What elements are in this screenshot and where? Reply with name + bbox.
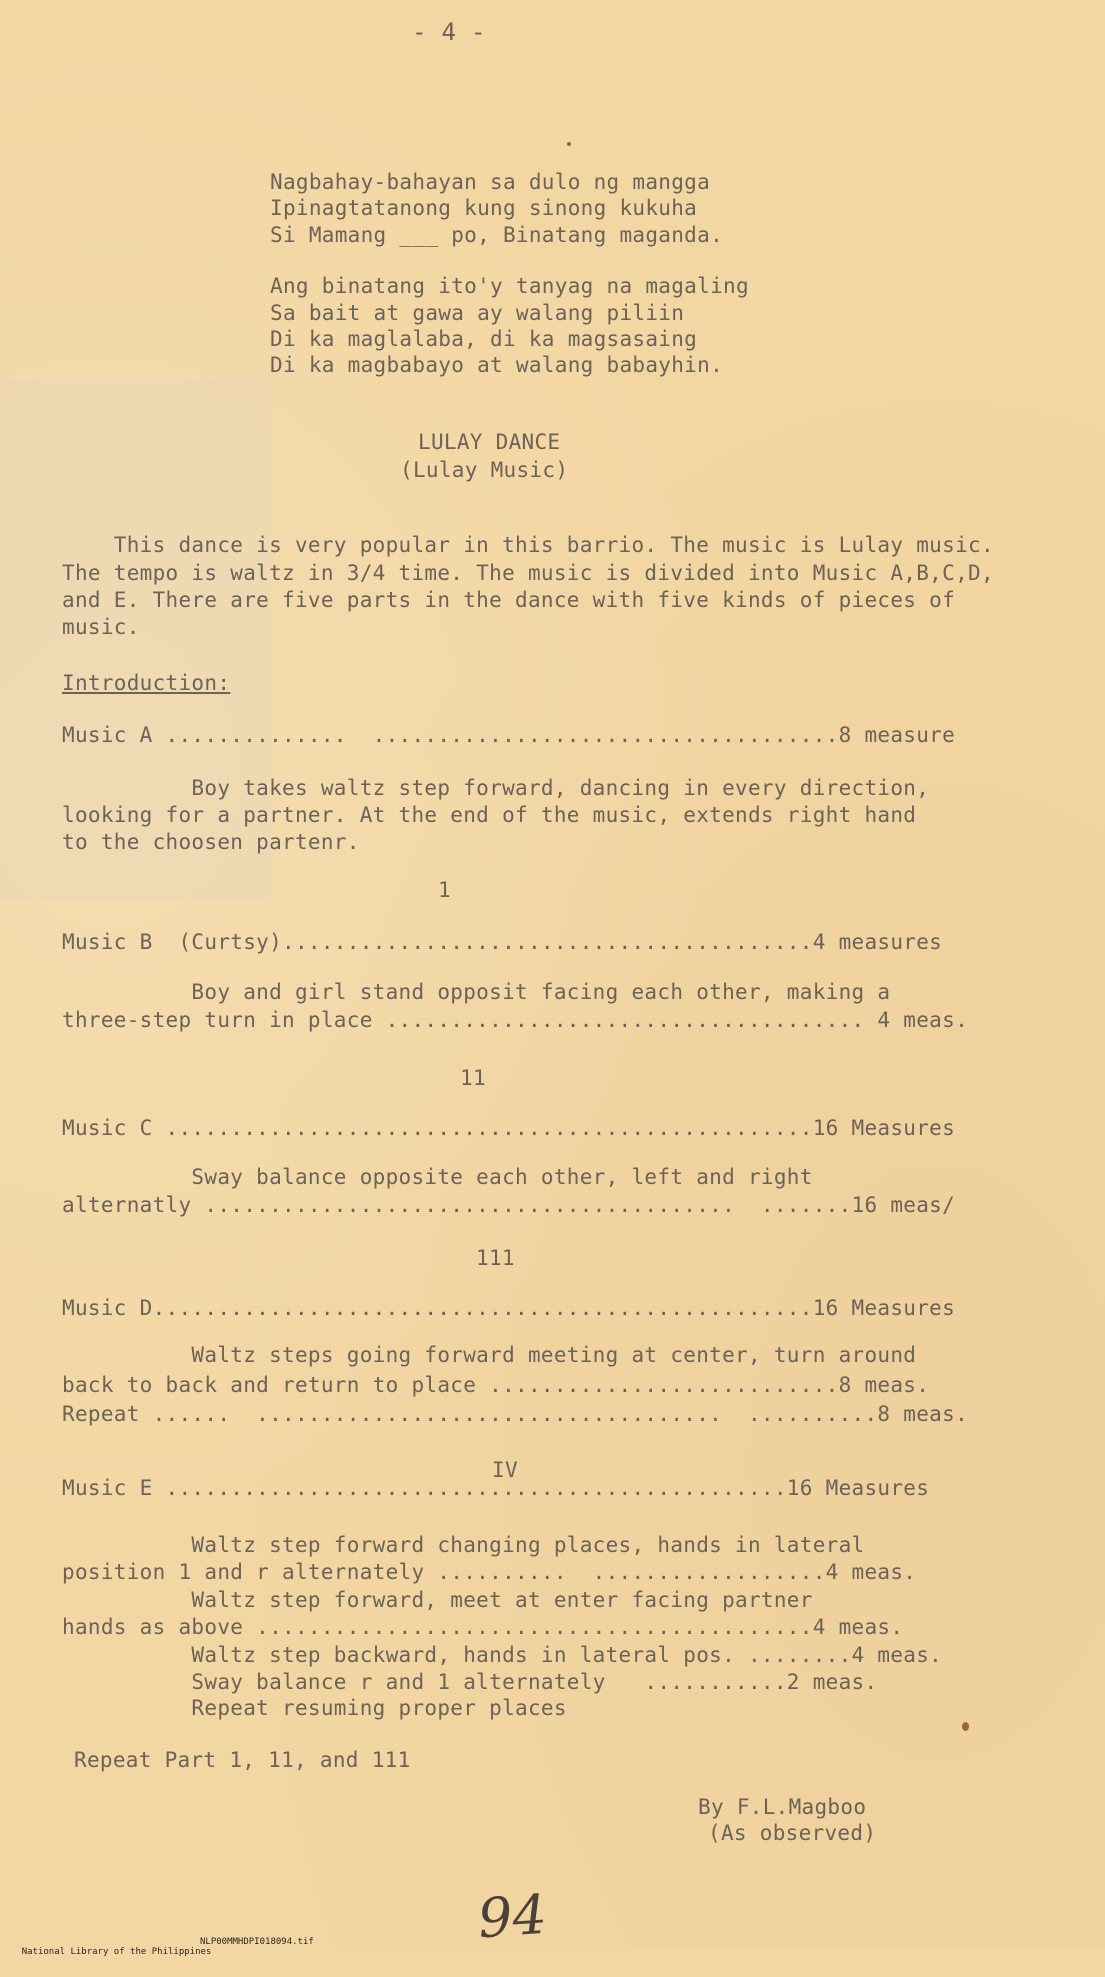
intro-line: The tempo is waltz in 3/4 time. The music is divided into Music A,B,C,D, (62, 561, 994, 585)
handwritten-page-number: 94 (475, 1882, 549, 1951)
poem-line: Ang binatang ito'y tanyag na magaling (270, 274, 749, 298)
ink-speck (962, 1722, 969, 1731)
poem-line: Nagbahay-bahayan sa dulo ng mangga (270, 170, 711, 194)
music-e-desc: hands as above ...........................................4 meas. (62, 1615, 904, 1639)
part-label: 11 (460, 1066, 486, 1090)
music-a-desc: looking for a partner. At the end of the music, extends right hand (62, 803, 917, 827)
poem-line: Ipinagtatanong kung sinong kukuha (270, 196, 698, 220)
library-name: National Library of the Philippines (21, 1947, 212, 1957)
music-e-desc: position 1 and r alternately .......... ..................4 meas. (62, 1560, 917, 1584)
music-a-line: Music A .............. ....................................8 measure (62, 723, 956, 747)
intro-line: This dance is very popular in this barrio. The music is Lulay music. (62, 533, 994, 557)
poem-line: Di ka magbabayo at walang babayhin. (270, 353, 724, 377)
music-a-desc: Boy takes waltz step forward, dancing in every direction, (62, 776, 930, 800)
intro-line: and E. There are five parts in the dance with five kinds of pieces of (62, 588, 956, 612)
introduction-heading: Introduction: (62, 671, 231, 695)
music-e-desc: Sway balance r and 1 alternately ...........2 meas. (62, 1670, 878, 1694)
dance-title: LULAY DANCE (418, 430, 561, 454)
music-b-desc: three-step turn in place ..................................... 4 meas. (62, 1008, 969, 1032)
music-e-line: Music E ................................................16 Measures (62, 1476, 930, 1500)
poem-line: Si Mamang ___ po, Binatang maganda. (270, 223, 724, 247)
part-label: 1 (438, 878, 451, 902)
music-c-line: Music C ..................................................16 Measures (62, 1116, 956, 1140)
music-c-desc: alternatly ......................................... .......16 meas/ (62, 1193, 956, 1217)
music-b-desc: Boy and girl stand opposit facing each other, making a (62, 980, 891, 1004)
poem-line: Sa bait at gawa ay walang piliin (270, 301, 685, 325)
music-d-line: Music D...................................................16 Measures (62, 1296, 956, 1320)
author-note: (As observed) (708, 1821, 877, 1845)
music-d-desc: Waltz steps going forward meeting at center, turn around (62, 1343, 917, 1367)
repeat-line: Repeat Part 1, 11, and 111 (74, 1748, 411, 1772)
author: By F.L.Magboo (698, 1795, 867, 1819)
music-e-desc: Repeat resuming proper places (62, 1696, 567, 1720)
archive-footer (0, 1937, 314, 1977)
music-c-desc: Sway balance opposite each other, left and right (62, 1165, 813, 1189)
dance-subtitle: (Lulay Music) (400, 458, 569, 482)
music-e-desc: Waltz step backward, hands in lateral pos. ........4 meas. (62, 1643, 943, 1667)
music-a-desc: to the choosen partenr. (62, 830, 360, 854)
music-e-desc: Waltz step forward, meet at enter facing partner (62, 1588, 813, 1612)
poem-line: Di ka maglalaba, di ka magsasaing (270, 327, 698, 351)
page-number: - 4 - (412, 18, 486, 46)
ink-speck (567, 142, 571, 146)
music-b-line: Music B (Curtsy).........................................4 measures (62, 930, 943, 954)
music-e-desc: Waltz step forward changing places, hands in lateral (62, 1533, 865, 1557)
music-d-desc: Repeat ...... .................................... ..........8 meas. (62, 1402, 969, 1426)
part-label: 111 (476, 1246, 515, 1270)
intro-line: music. (62, 615, 140, 639)
music-d-desc: back to back and return to place ...........................8 meas. (62, 1373, 930, 1397)
part-label: IV (492, 1458, 518, 1482)
file-id: NLP00MMHDPI018094.tif (200, 1937, 314, 1947)
